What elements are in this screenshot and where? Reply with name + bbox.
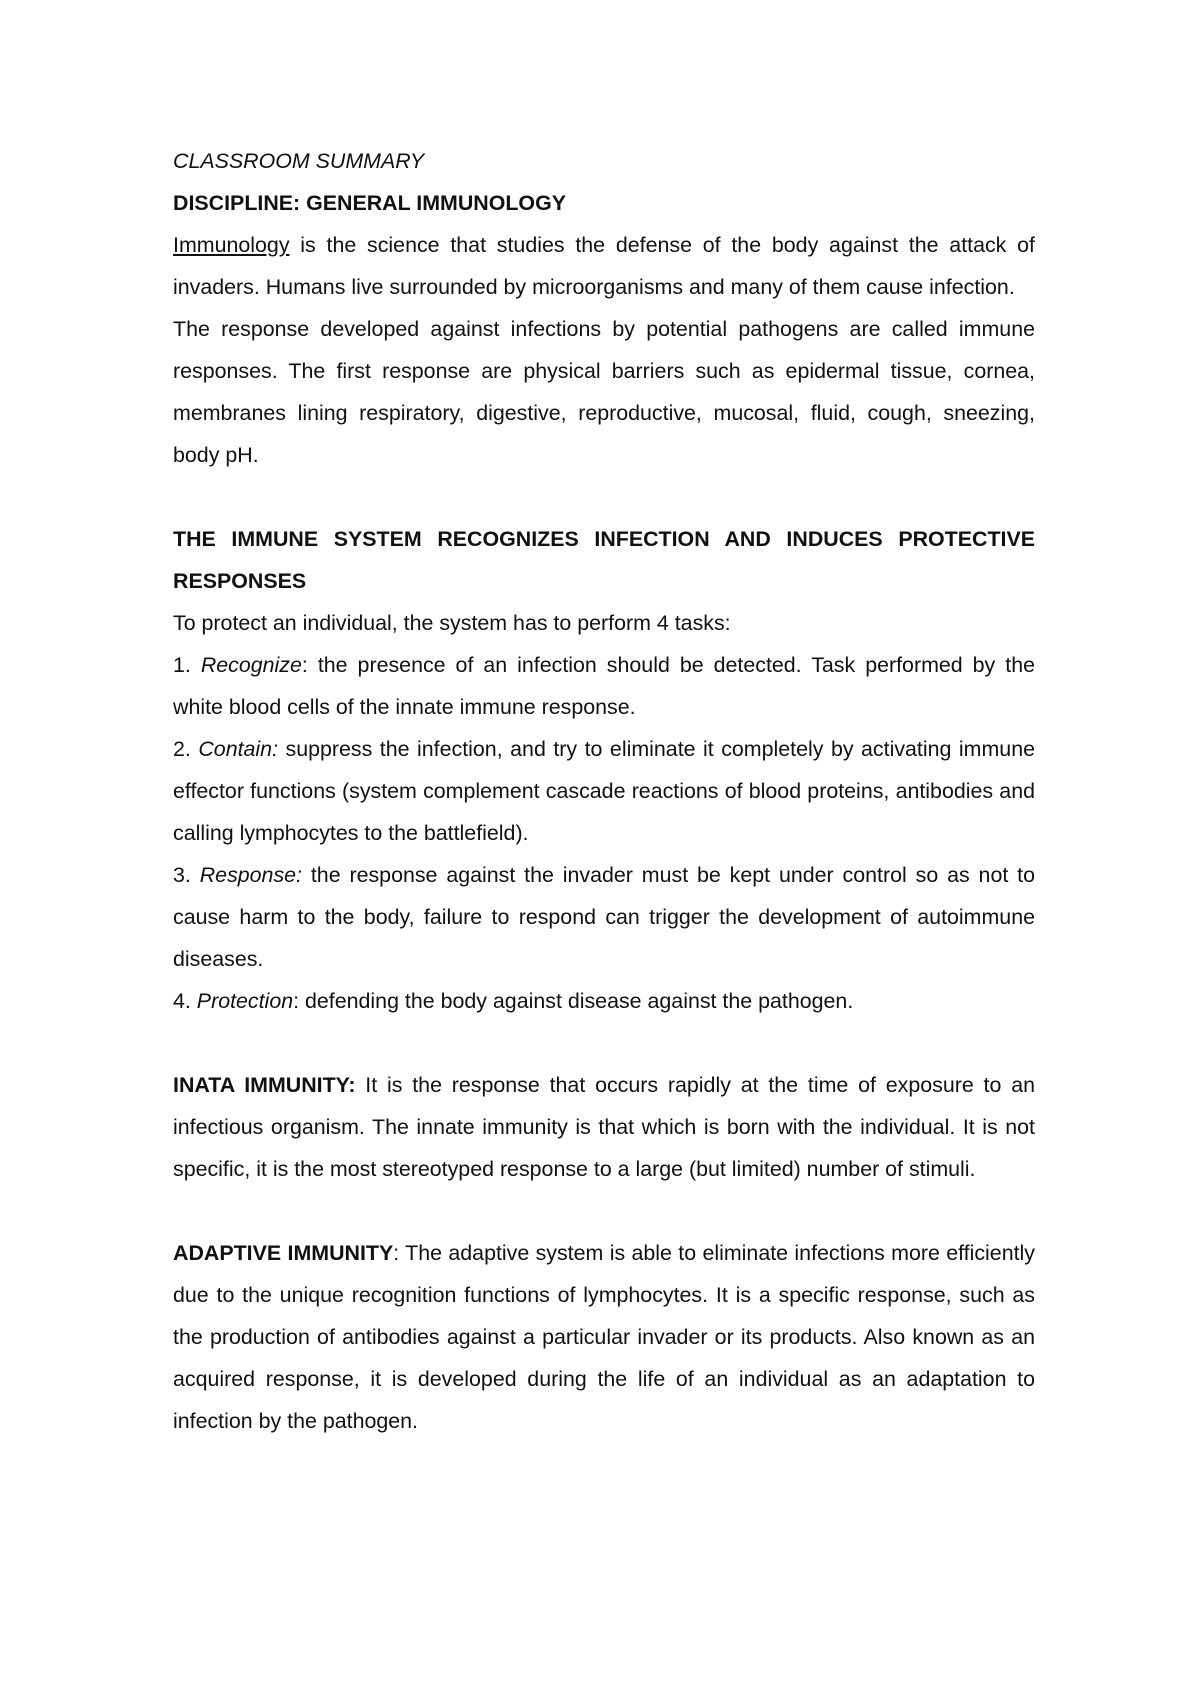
task-item-2 [173, 728, 1035, 854]
spacer [173, 1022, 1035, 1064]
task-number: 2. [173, 737, 199, 761]
adaptive-label: ADAPTIVE IMMUNITY [173, 1241, 394, 1265]
task-term: Protection [196, 989, 294, 1013]
document-page [173, 140, 1035, 1442]
innate-paragraph [173, 1064, 1035, 1190]
task-text: the response against the invader must be kept under control so as not to cause harm to the body, failure to respond can trigger the development of autoimmune diseases. [173, 863, 1035, 971]
task-term: Contain: [198, 737, 279, 761]
document-header: CLASSROOM SUMMARY [173, 149, 425, 173]
spacer [173, 476, 1035, 518]
discipline-title: DISCIPLINE: GENERAL IMMUNOLOGY [173, 191, 566, 215]
task-number: 1. [173, 653, 201, 677]
task-number: 4. [173, 989, 197, 1013]
task-item-1 [173, 644, 1035, 728]
intro-text: is the science that studies the defense of the body against the attack of invaders. Humans live surrounded by microorganisms and many of them cause infection. [173, 233, 1035, 299]
intro-term: Immunology [173, 233, 290, 257]
task-text: : the presence of an infection should be detected. Task performed by the white blood cells of the innate immune response. [173, 653, 1035, 719]
task-text: suppress the infection, and try to eliminate it completely by activating immune effector functions (system complement cascade reactions of blood proteins, antibodies and calling lymphocytes to the battlefield). [173, 737, 1035, 845]
adaptive-text: : The adaptive system is able to eliminate infections more efficiently due to the unique recognition functions of lymphocytes. It is a specific response, such as the production of antibodies against a particular invader or its products. Also known as an acquired response, it is developed during the life of an individual as an adaptation to infection by the pathogen. [173, 1241, 1035, 1433]
task-item-3 [173, 854, 1035, 980]
task-number: 3. [173, 863, 200, 887]
innate-text: It is the response that occurs rapidly at the time of exposure to an infectious organism. The innate immunity is that which is born with the individual. It is not specific, it is the most stereotyped response to a large (but limited) number of stimuli. [173, 1073, 1035, 1181]
adaptive-paragraph [173, 1232, 1035, 1442]
innate-label: INATA IMMUNITY: [173, 1073, 356, 1097]
task-item-4 [173, 980, 1035, 1022]
intro-paragraph [173, 224, 1035, 308]
section-heading: THE IMMUNE SYSTEM RECOGNIZES INFECTION AND INDUCES PROTECTIVE RESPONSES [173, 527, 1035, 593]
tasks-lead: To protect an individual, the system has to perform 4 tasks: [173, 611, 731, 635]
spacer [173, 1190, 1035, 1232]
task-text: : defending the body against disease against the pathogen. [293, 989, 854, 1013]
task-term: Response: [199, 863, 302, 887]
task-term: Recognize [200, 653, 302, 677]
response-paragraph: The response developed against infections by potential pathogens are called immune responses. The first response are physical barriers such as epidermal tissue, cornea, membranes lining respiratory, digestive, reproductive, mucosal, fluid, cough, sneezing, body pH. [173, 317, 1035, 467]
